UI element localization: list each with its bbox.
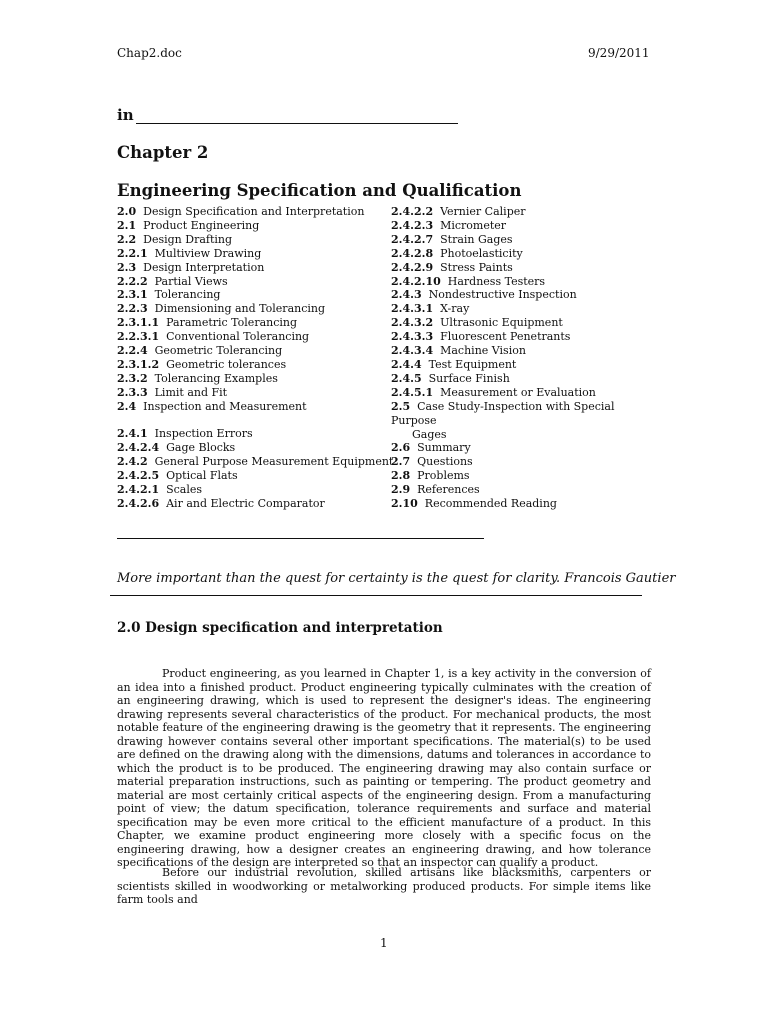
toc-entry-title: Questions	[417, 455, 473, 469]
paragraph-1-text: Product engineering, as you learned in Chapter 1, is a key activity in the conversion of an idea into a finished product. Product engineering typically culminates with the creation of an engineering drawing, which is used to represent the designer's ideas. The engineering drawing represents several characteristics of the product. For mechanical products, the most notable feature of the engineering drawing is the geometry that it represents. The engineering drawing however contains several other important specifications. The material(s) to be used are defined on the drawing along with the dimensions, datums and tolerances in accordance to which the product is to be produced. The engineering drawing may also contain surface or material preparation instructions, such as painting or tempering. The product geometry and material are most certainly critical aspects of the engineering design. From a manufacturing point of view; the datum specification, tolerance requirements and surface and material specification may be even more critical to the efficient manufacture of a product. In this Chapter, we examine product engineering more closely with a specific focus on the engineering drawing, how a designer creates an engineering drawing, and how tolerance specifications of the design are interpreted so that an inspector can qualify a product.	[117, 667, 651, 869]
toc-entry	[391, 455, 651, 469]
toc-entry	[117, 427, 387, 441]
toc-entry-title: References	[417, 483, 480, 497]
toc-entry-title: Nondestructive Inspection	[428, 288, 577, 302]
toc-entry	[391, 275, 651, 289]
toc-entry-number: 2.2.4	[117, 344, 148, 358]
toc-entry	[391, 233, 651, 247]
toc-entry-number: 2.4.2	[117, 455, 148, 469]
toc-entry	[117, 400, 387, 414]
body-paragraph-2	[117, 866, 651, 907]
toc-entry	[391, 469, 651, 483]
toc-entry	[117, 469, 387, 483]
toc-entry	[391, 441, 651, 455]
toc-entry-title: General Purpose Measurement Equipment	[154, 455, 394, 469]
toc-entry-number: 2.3.3	[117, 385, 148, 399]
toc-entry	[391, 497, 651, 511]
toc-entry-title: Air and Electric Comparator	[166, 497, 325, 511]
toc-entry-number: 2.4.2.5	[117, 469, 160, 483]
toc-entry-title: Micrometer	[440, 218, 507, 232]
toc-entry-title: Dimensioning and Tolerancing	[154, 302, 326, 316]
toc-entry	[391, 316, 651, 330]
toc-entry-number: 2.4	[117, 399, 137, 413]
toc-entry-number: 2.2	[117, 232, 137, 246]
toc-entry-number: 2.9	[391, 483, 411, 497]
quote-rule	[110, 595, 642, 596]
toc-entry-title: Fluorescent Penetrants	[440, 330, 571, 344]
toc-entry	[117, 344, 387, 358]
toc-entry-number: 2.4.5.1	[391, 385, 434, 399]
toc-entry	[117, 330, 387, 344]
toc-entry-title: Tolerancing	[154, 288, 221, 302]
toc-entry-number: 2.3	[117, 260, 137, 274]
toc-entry	[117, 302, 387, 316]
toc-entry-number: 2.4.2.8	[391, 246, 434, 260]
toc-entry-title: Tolerancing Examples	[154, 371, 278, 385]
chapter-label: Chapter 2	[117, 143, 209, 162]
in-line	[117, 106, 458, 124]
toc-entry-title: Optical Flats	[166, 469, 238, 483]
toc-entry-title: Machine Vision	[440, 344, 526, 358]
toc-left-column	[117, 205, 394, 511]
toc-entry-number: 2.4.1	[117, 427, 148, 441]
toc-entry	[117, 455, 394, 469]
chapter-title: Engineering Specification and Qualification	[117, 181, 522, 200]
toc-entry-title: Inspection Errors	[154, 427, 253, 441]
toc-entry-number: 2.4.3.3	[391, 330, 434, 344]
toc-entry-number: 2.1	[117, 218, 137, 232]
toc-entry-number: 2.5	[391, 399, 411, 413]
toc-entry-title: X-ray	[440, 302, 470, 316]
toc-entry-title: Inspection and Measurement	[143, 399, 307, 413]
toc-entry	[117, 233, 387, 247]
toc-entry-title: Limit and Fit	[154, 385, 228, 399]
toc-entry	[391, 261, 651, 275]
toc-entry-title: Gage Blocks	[166, 441, 236, 455]
toc-entry	[391, 372, 651, 386]
toc-entry-title: Strain Gages	[440, 232, 513, 246]
in-label: in	[117, 106, 134, 124]
toc-entry-number: 2.2.3	[117, 302, 148, 316]
toc-entry	[117, 316, 387, 330]
toc-entry-number: 2.0	[117, 205, 137, 218]
toc-entry-title: Problems	[417, 469, 470, 483]
toc-entry-number: 2.4.3	[391, 288, 422, 302]
toc-entry-number: 2.4.5	[391, 371, 422, 385]
toc-entry	[391, 483, 651, 497]
header-filename: Chap2.doc	[117, 46, 182, 60]
toc-entry	[117, 261, 387, 275]
toc-entry	[117, 275, 387, 289]
toc-entry-number: 2.10	[391, 497, 418, 511]
toc-entry	[391, 219, 651, 233]
toc-entry-title: Vernier Caliper	[440, 205, 526, 218]
toc-entry	[117, 288, 387, 302]
toc-entry-number: 2.2.2	[117, 274, 148, 288]
toc-right-column	[391, 205, 651, 511]
toc-entry-title: Scales	[166, 483, 203, 497]
paragraph-2-text: Before our industrial revolution, skilled artisans like blacksmiths, carpenters or scientists skilled in woodworking or metalworking produced products. For simple items like farm tools and	[117, 866, 651, 906]
toc-entry-number: 2.4.3.1	[391, 302, 434, 316]
toc-entry	[391, 330, 651, 344]
toc-entry	[391, 386, 651, 400]
toc-entry-number: 2.4.3.2	[391, 316, 434, 330]
toc-entry-title: Design Interpretation	[143, 260, 265, 274]
blank-rule	[136, 109, 458, 124]
toc-entry-number: 2.4.2.1	[117, 483, 160, 497]
toc-entry-number: 2.4.2.10	[391, 274, 441, 288]
epigraph-quote: More important than the quest for certainty is the quest for clarity. Francois Gautier	[117, 571, 676, 586]
toc-entry-number: 2.4.2.3	[391, 218, 434, 232]
toc-separator	[117, 538, 484, 539]
toc-entry-title: Product Engineering	[143, 218, 260, 232]
toc-entry	[391, 358, 651, 372]
toc-entry	[117, 219, 387, 233]
toc-entry-title: Recommended Reading	[424, 497, 557, 511]
toc-entry	[117, 441, 387, 455]
toc-entry-title: Conventional Tolerancing	[166, 330, 310, 344]
toc-entry-title: Multiview Drawing	[154, 246, 262, 260]
toc-entry	[391, 247, 651, 261]
toc-entry	[117, 483, 387, 497]
page-number: 1	[380, 936, 388, 950]
toc-entry-title: Geometric Tolerancing	[154, 344, 283, 358]
toc-entry-number: 2.4.2.6	[117, 497, 160, 511]
toc-entry-title: Geometric tolerances	[166, 357, 287, 371]
section-heading: 2.0 Design specification and interpretation	[117, 620, 443, 636]
toc-entry-title: Stress Paints	[440, 260, 513, 274]
toc-entry-title: Hardness Testers	[447, 274, 546, 288]
body-paragraph-1	[117, 667, 651, 870]
toc-entry	[117, 247, 387, 261]
toc-entry-title: Partial Views	[154, 274, 228, 288]
toc-entry	[117, 205, 387, 219]
toc-entry-number: 2.2.3.1	[117, 330, 160, 344]
toc-entry-number: 2.3.2	[117, 371, 148, 385]
toc-entry-title: Measurement or Evaluation	[440, 385, 596, 399]
toc-entry	[117, 372, 387, 386]
toc-entry-number: 2.2.1	[117, 246, 148, 260]
toc-entry	[391, 288, 651, 302]
toc-entry	[117, 497, 387, 511]
toc-entry	[391, 302, 651, 316]
toc-entry	[117, 386, 387, 400]
toc-entry-title: Ultrasonic Equipment	[440, 316, 563, 330]
toc-entry	[117, 358, 387, 372]
toc-entry-title: Photoelasticity	[440, 246, 523, 260]
toc-entry-number: 2.4.3.4	[391, 344, 434, 358]
toc-entry-number: 2.4.2.4	[117, 441, 160, 455]
toc-entry-number: 2.3.1.1	[117, 316, 160, 330]
toc-entry-number: 2.7	[391, 455, 411, 469]
toc-entry-title: Case Study-Inspection with Special Purpose	[391, 399, 615, 427]
toc-entry-number: 2.8	[391, 469, 411, 483]
toc-entry-title: Design Drafting	[143, 232, 233, 246]
toc-entry-number: 2.4.2.7	[391, 232, 434, 246]
toc-entry-title: Design Specification and Interpretation	[143, 205, 365, 218]
toc-entry-title: Parametric Tolerancing	[166, 316, 298, 330]
toc-entry-number: 2.3.1	[117, 288, 148, 302]
toc-entry-number: 2.4.2.9	[391, 260, 434, 274]
toc-entry-title: Summary	[417, 441, 471, 455]
toc-entry-number: 2.4.4	[391, 357, 422, 371]
toc-entry	[391, 344, 651, 358]
toc-entry-title: Test Equipment	[428, 357, 517, 371]
header-date: 9/29/2011	[588, 46, 650, 60]
toc-entry-number: 2.3.1.2	[117, 357, 160, 371]
toc-entry-number: 2.6	[391, 441, 411, 455]
toc-entry-continuation: Gages	[412, 427, 447, 441]
toc-entry-number: 2.4.2.2	[391, 205, 434, 218]
toc-entry-title: Surface Finish	[428, 371, 510, 385]
toc-entry	[391, 400, 651, 442]
toc-entry	[391, 205, 651, 219]
